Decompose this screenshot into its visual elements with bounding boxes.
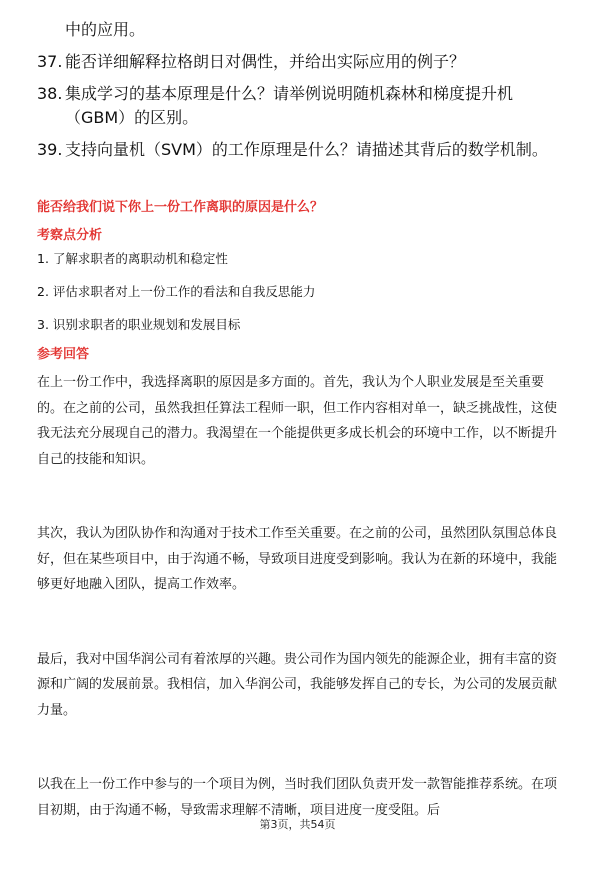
answer-paragraph: 以我在上一份工作中参与的一个项目为例，当时我们团队负责开发一款智能推荐系统。在项目初期，由于沟通不畅，导致需求理解不清晰，项目进度一度受阻。后 (37, 777, 558, 818)
question-item (37, 82, 557, 130)
question-item (37, 138, 557, 162)
question-number: 37. (37, 52, 63, 71)
interview-question-heading: 能否给我们说下你上一份工作离职的原因是什么？ (37, 200, 324, 215)
question-text: 支持向量机（SVM）的工作原理是什么？请描述其背后的数学机制。 (65, 140, 548, 159)
question-text: 集成学习的基本原理是什么？请举例说明随机森林和梯度提升机（GBM）的区别。 (65, 84, 514, 127)
analysis-item: 2. 评估求职者对上一份工作的看法和自我反思能力 (37, 284, 316, 299)
answer-paragraph: 最后，我对中国华润公司有着浓厚的兴趣。贵公司作为国内领先的能源企业，拥有丰富的资源和广阔的发展前景。我相信，加入华润公司，我能够发挥自己的专长，为公司的发展贡献力量。 (37, 651, 558, 718)
analysis-item: 1. 了解求职者的离职动机和稳定性 (37, 251, 228, 266)
page-footer: 第3页，共54页 (259, 818, 336, 831)
question-text: 能否详细解释拉格朗日对偶性，并给出实际应用的例子？ (65, 52, 466, 71)
question-list (37, 18, 557, 170)
analysis-item: 3. 识别求职者的职业规划和发展目标 (37, 317, 241, 332)
question-continuation: 中的应用。 (65, 20, 146, 39)
question-number: 38. (37, 84, 63, 103)
analysis-list (37, 250, 557, 349)
answer-paragraph: 在上一份工作中，我选择离职的原因是多方面的。首先，我认为个人职业发展是至关重要的。在之前的公司，虽然我担任算法工程师一职，但工作内容相对单一，缺乏挑战性，这使我无法充分展现自己的潜力。我渴望在一个能提供更多成长机会的环境中工作，以不断提升自己的技能和知识。 (37, 375, 558, 467)
question-item (37, 50, 557, 74)
answer-paragraph: 其次，我认为团队协作和沟通对于技术工作至关重要。在之前的公司，虽然团队氛围总体良好，但在某些项目中，由于沟通不畅，导致项目进度受到影响。我认为在新的环境中，我能够更好地融入团队，提高工作效率。 (37, 526, 558, 592)
question-number: 39. (37, 140, 63, 159)
analysis-heading: 考察点分析 (37, 228, 103, 243)
reference-answer-body (37, 370, 557, 872)
reference-answer-heading: 参考回答 (37, 347, 90, 362)
